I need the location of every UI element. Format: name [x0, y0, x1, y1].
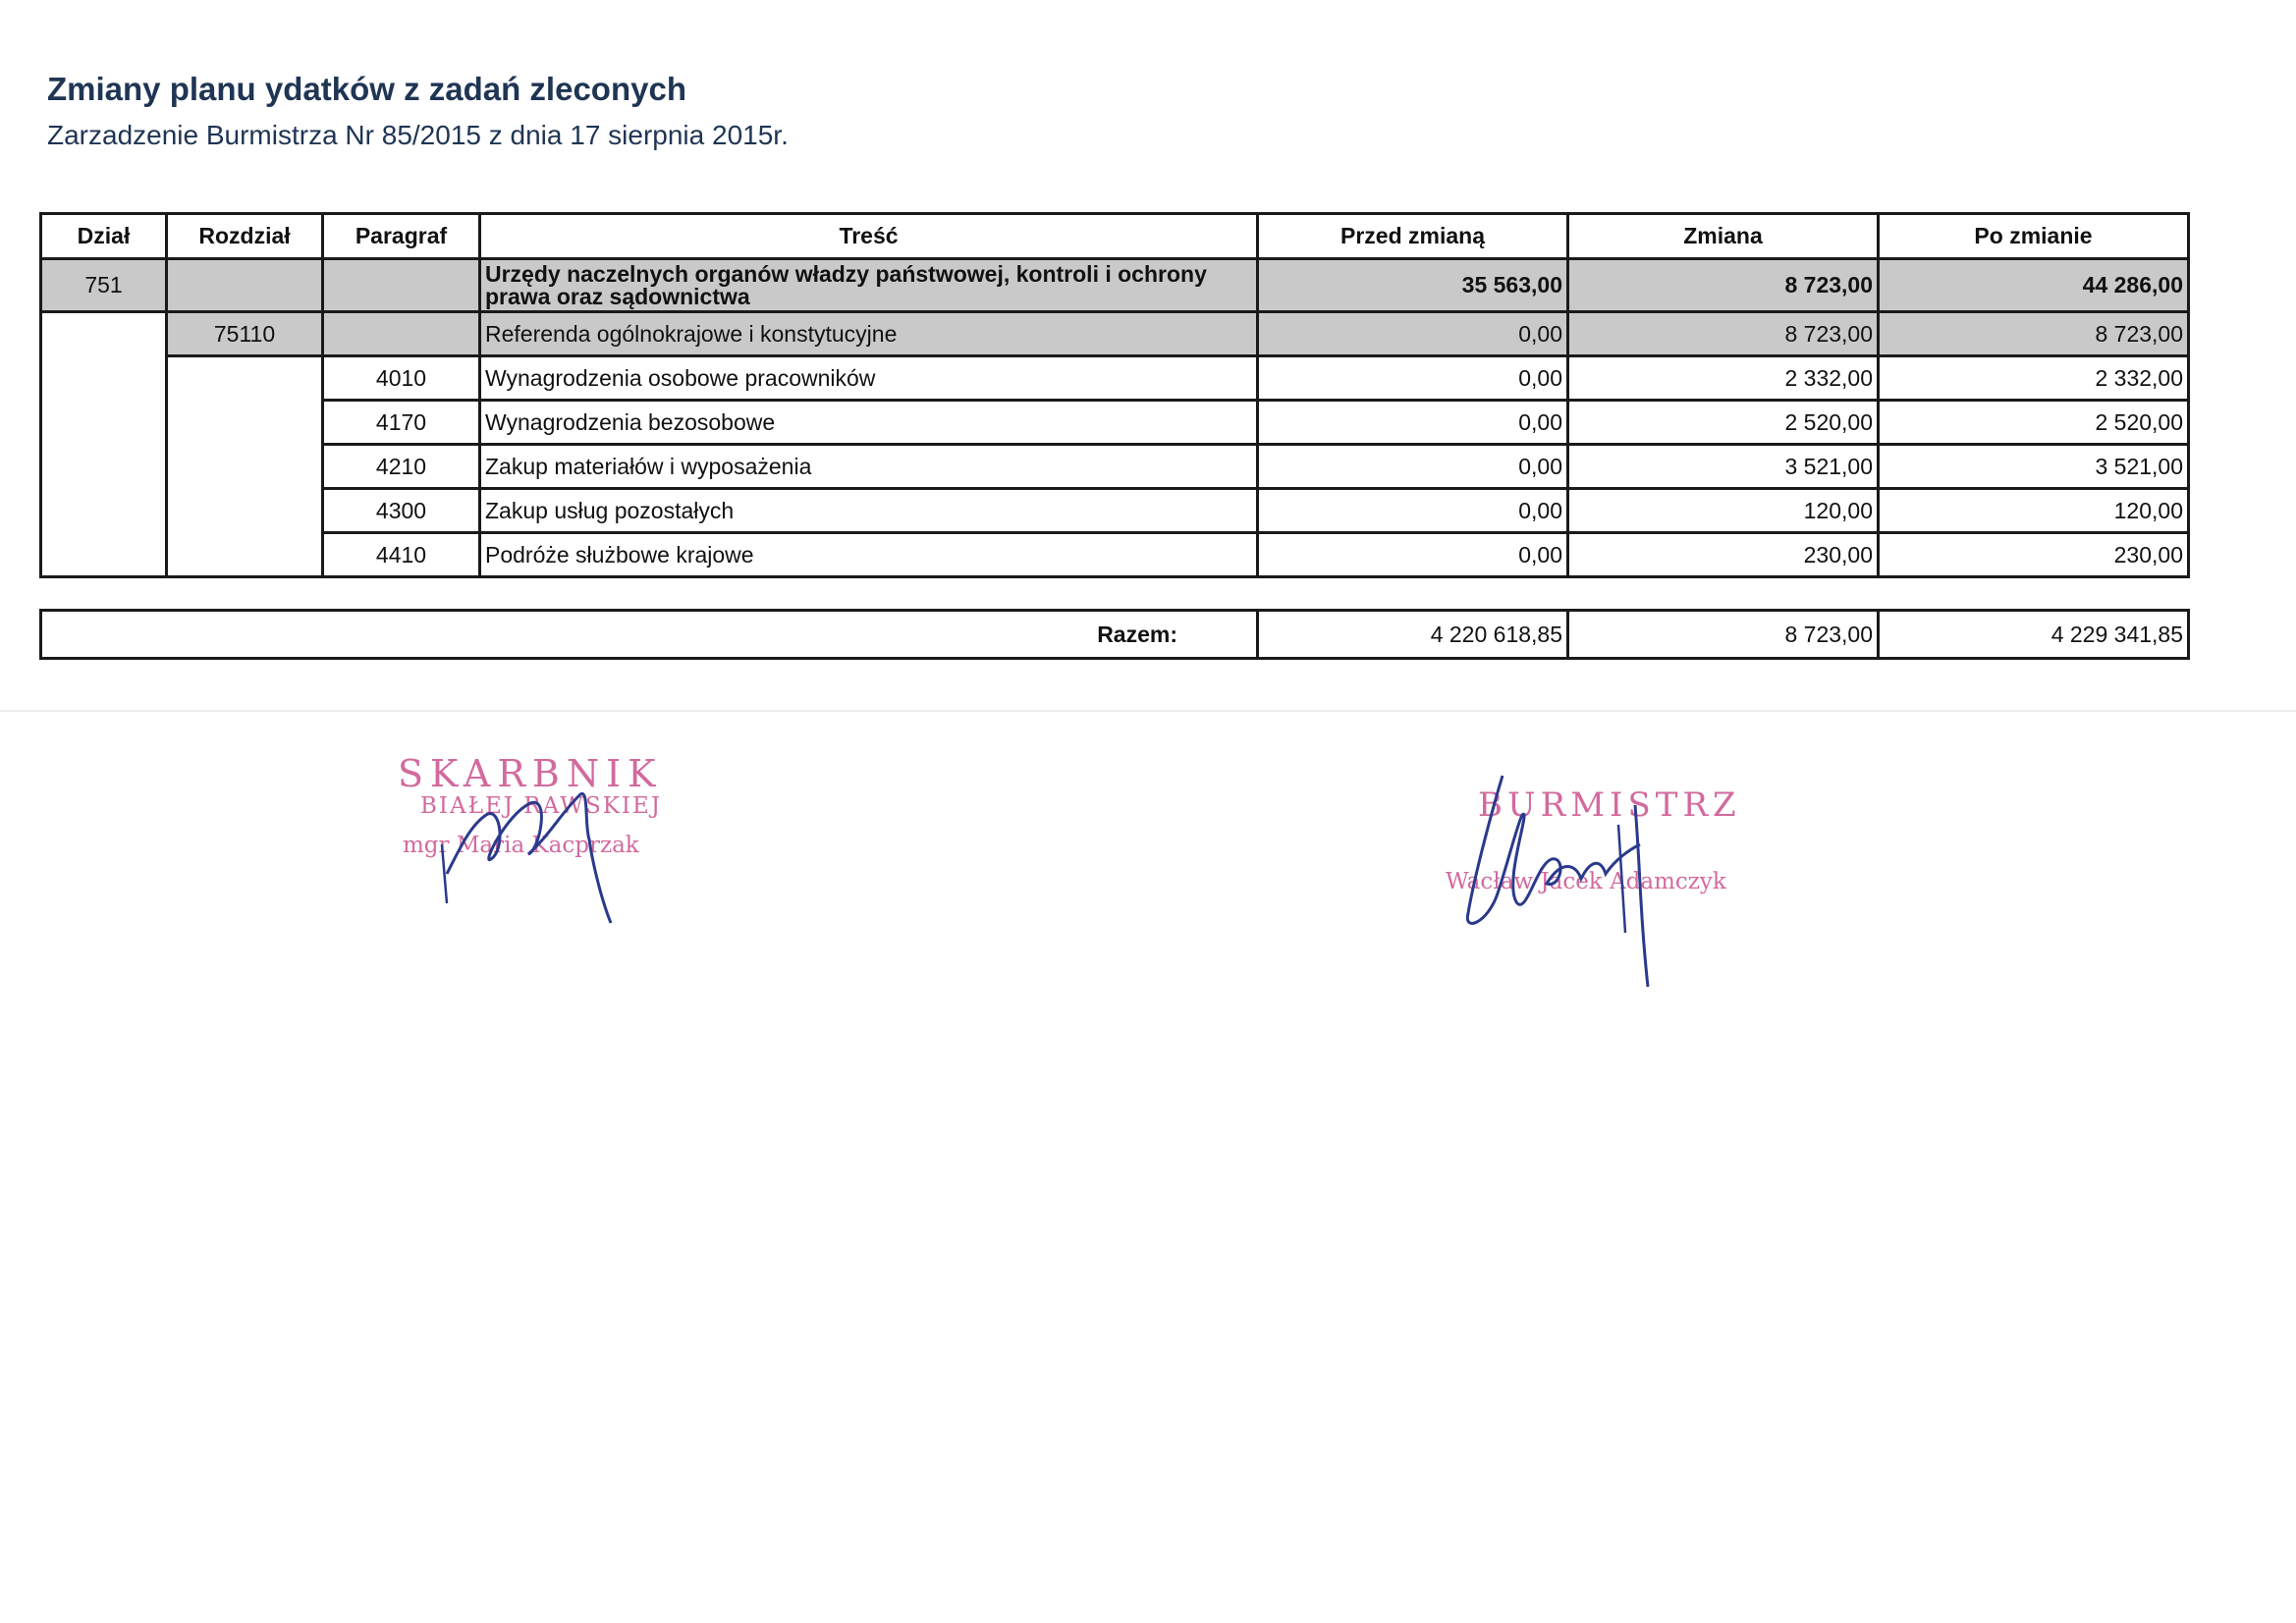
empty-cell [167, 259, 323, 312]
dzial-desc: Urzędy naczelnych organów władzy państwowej, kontroli i ochrony prawa oraz sądownictwa [480, 259, 1258, 312]
paragraf-change: 3 521,00 [1568, 445, 1879, 489]
paragraf-change: 2 520,00 [1568, 401, 1879, 445]
col-po-zmianie: Po zmianie [1879, 214, 2189, 259]
paragraf-before: 0,00 [1258, 533, 1568, 577]
stamp-skarbnik-name: mgr Maria Kacprzak [403, 833, 639, 858]
budget-table [39, 212, 2190, 578]
table-row-dzial [41, 259, 2189, 312]
table-row [41, 445, 2189, 489]
divider [0, 710, 2296, 712]
paragraf-desc: Wynagrodzenia bezosobowe [480, 401, 1258, 445]
stamp-skarbnik-line2: BIAŁEJ RAWSKIEJ [420, 793, 662, 819]
paragraf-code: 4170 [323, 401, 480, 445]
col-paragraf: Paragraf [323, 214, 480, 259]
total-before: 4 220 618,85 [1258, 611, 1568, 659]
col-przed-zmiana: Przed zmianą [1258, 214, 1568, 259]
table-header-row [41, 214, 2189, 259]
empty-cell [323, 259, 480, 312]
dzial-after: 44 286,00 [1879, 259, 2189, 312]
paragraf-desc: Podróże służbowe krajowe [480, 533, 1258, 577]
stamp-burmistrz-title: BURMISTRZ [1478, 785, 1741, 825]
rozdzial-before: 0,00 [1258, 312, 1568, 356]
paragraf-desc: Wynagrodzenia osobowe pracowników [480, 356, 1258, 401]
page-title: Zmiany planu ydatków z zadań zleconych [47, 71, 686, 107]
empty-cell [41, 312, 167, 577]
signature-burmistrz [1444, 766, 1719, 992]
empty-cell [323, 312, 480, 356]
rozdzial-after: 8 723,00 [1879, 312, 2189, 356]
paragraf-code: 4210 [323, 445, 480, 489]
paragraf-change: 230,00 [1568, 533, 1879, 577]
stamp-skarbnik-title: SKARBNIK [398, 752, 663, 795]
paragraf-after: 3 521,00 [1879, 445, 2189, 489]
rozdzial-change: 8 723,00 [1568, 312, 1879, 356]
empty-cell [167, 356, 323, 577]
col-tresc: Treść [480, 214, 1258, 259]
paragraf-before: 0,00 [1258, 401, 1568, 445]
paragraf-change: 120,00 [1568, 489, 1879, 533]
table-row-rozdzial [41, 312, 2189, 356]
table-row [41, 533, 2189, 577]
total-label: Razem: [41, 611, 1258, 659]
table-row [41, 489, 2189, 533]
dzial-change: 8 723,00 [1568, 259, 1879, 312]
col-rozdzial: Rozdział [167, 214, 323, 259]
col-zmiana: Zmiana [1568, 214, 1879, 259]
rozdzial-code: 75110 [167, 312, 323, 356]
paragraf-after: 230,00 [1879, 533, 2189, 577]
col-dzial: Dział [41, 214, 167, 259]
table-row [41, 401, 2189, 445]
total-after: 4 229 341,85 [1879, 611, 2189, 659]
stamp-burmistrz-name: Wacław Jacek Adamczyk [1446, 869, 1726, 894]
paragraf-change: 2 332,00 [1568, 356, 1879, 401]
total-row [41, 611, 2189, 659]
table-row [41, 356, 2189, 401]
page-subtitle: Zarzadzenie Burmistrza Nr 85/2015 z dnia 17 sierpnia 2015r. [47, 120, 789, 150]
paragraf-before: 0,00 [1258, 356, 1568, 401]
dzial-code: 751 [41, 259, 167, 312]
paragraf-before: 0,00 [1258, 445, 1568, 489]
paragraf-before: 0,00 [1258, 489, 1568, 533]
paragraf-code: 4010 [323, 356, 480, 401]
dzial-before: 35 563,00 [1258, 259, 1568, 312]
paragraf-code: 4300 [323, 489, 480, 533]
total-change: 8 723,00 [1568, 611, 1879, 659]
paragraf-after: 120,00 [1879, 489, 2189, 533]
paragraf-desc: Zakup materiałów i wyposażenia [480, 445, 1258, 489]
paragraf-desc: Zakup usług pozostałych [480, 489, 1258, 533]
paragraf-after: 2 520,00 [1879, 401, 2189, 445]
signature-skarbnik [412, 756, 668, 943]
total-table [39, 609, 2190, 660]
paragraf-code: 4410 [323, 533, 480, 577]
rozdzial-desc: Referenda ogólnokrajowe i konstytucyjne [480, 312, 1258, 356]
paragraf-after: 2 332,00 [1879, 356, 2189, 401]
